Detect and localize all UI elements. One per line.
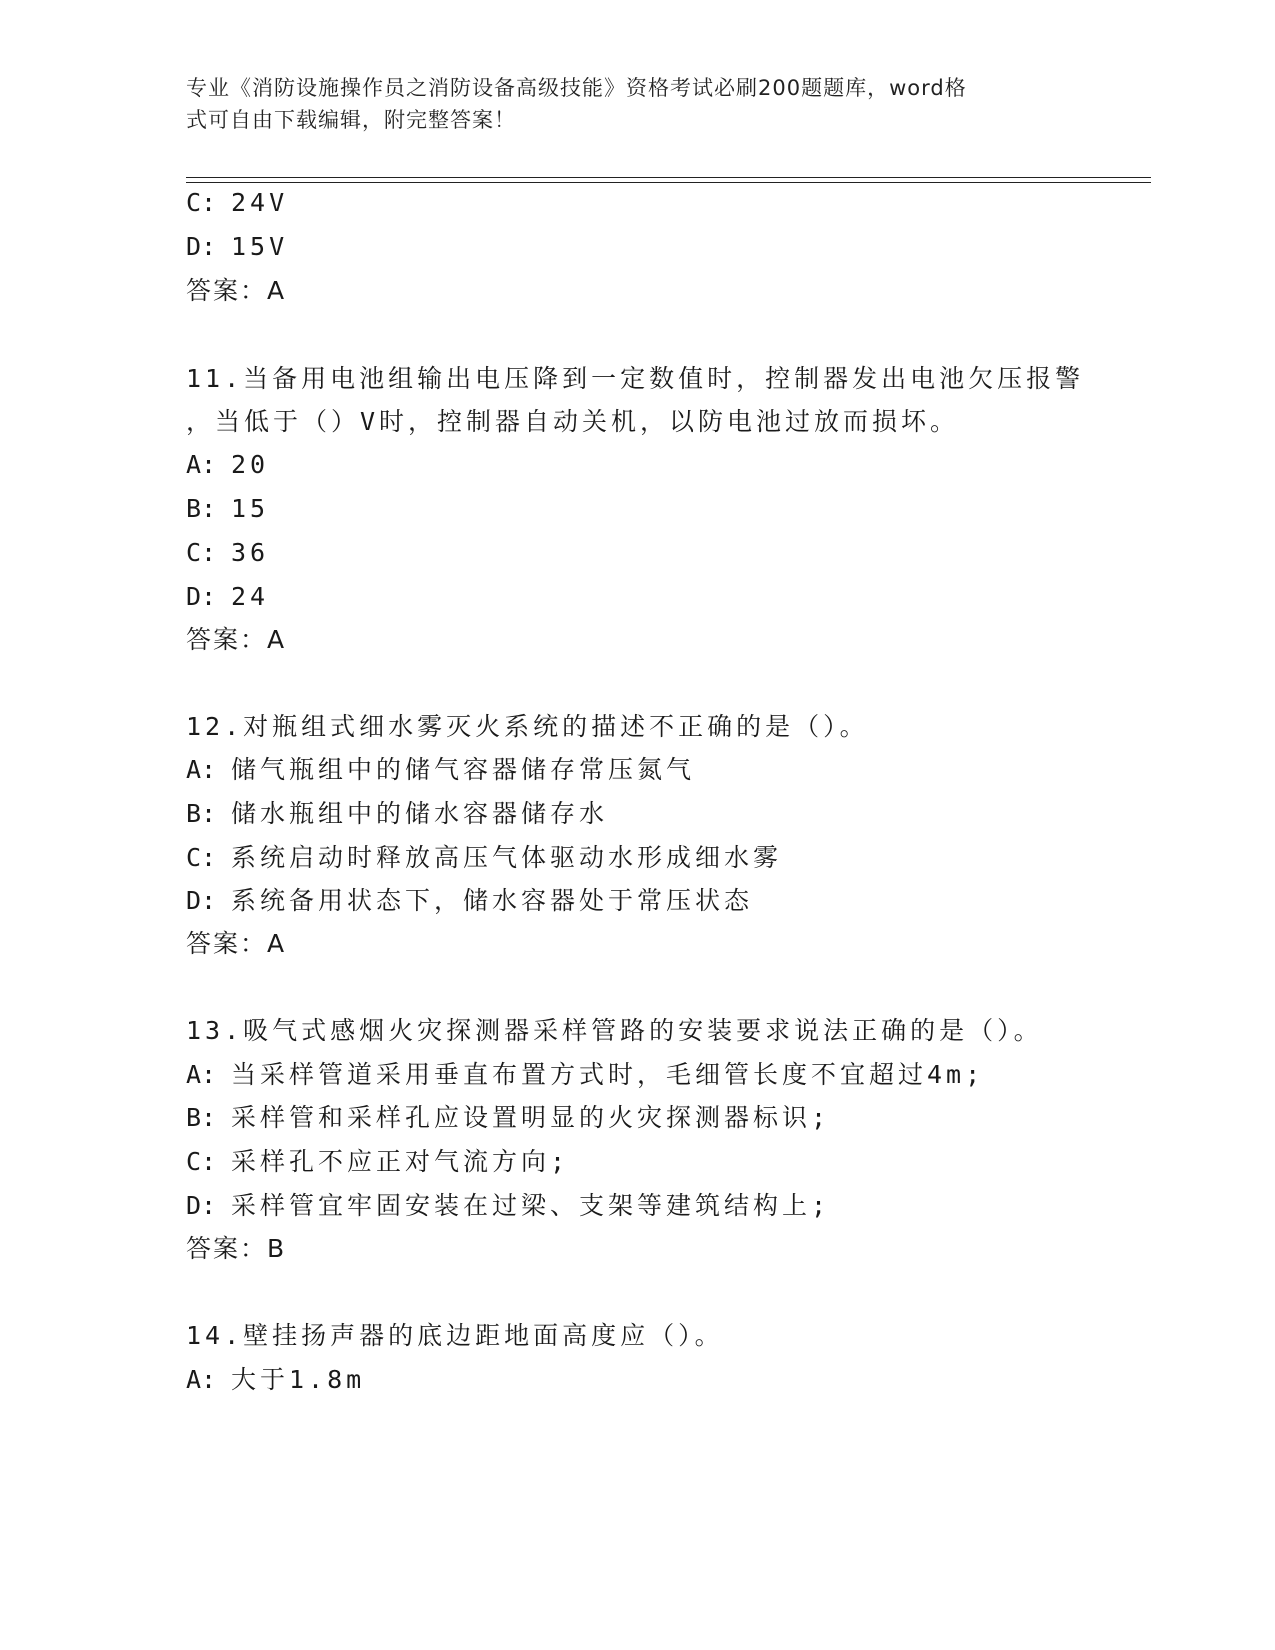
option-label: D:: [186, 886, 217, 915]
answer-line: 答案：B: [186, 1234, 287, 1263]
header-divider-bottom: [186, 182, 1151, 183]
option-line: [186, 1365, 365, 1395]
option-line: [186, 538, 269, 568]
option-line: [186, 188, 288, 218]
option-label: D:: [186, 232, 217, 261]
option-line: [186, 886, 753, 916]
option-line: [186, 450, 269, 480]
option-line: [186, 1103, 830, 1133]
header-line-1: 专业《消防设施操作员之消防设备高级技能》资格考试必刷200题题库，word格: [186, 76, 967, 100]
option-line: [186, 799, 608, 829]
option-text: 采样管宜牢固安装在过梁、支架等建筑结构上;: [231, 1191, 831, 1220]
option-label: C:: [186, 538, 217, 567]
option-label: C:: [186, 843, 217, 872]
option-label: A:: [186, 755, 217, 784]
header-divider-top: [186, 177, 1151, 178]
option-text: 采样孔不应正对气流方向;: [231, 1147, 570, 1176]
answer-line: 答案：A: [186, 929, 287, 958]
option-label: B:: [186, 799, 217, 828]
option-text: 36: [231, 538, 270, 567]
option-text: 15V: [231, 232, 289, 261]
option-line: [186, 843, 782, 873]
question-stem: 11.当备用电池组输出电压降到一定数值时，控制器发出电池欠压报警: [186, 364, 1085, 393]
option-line: [186, 232, 288, 262]
option-line: [186, 1147, 569, 1177]
option-text: 当采样管道采用垂直布置方式时，毛细管长度不宜超过4m;: [231, 1060, 985, 1089]
option-line: [186, 494, 269, 524]
option-line: [186, 755, 695, 785]
option-line: [186, 1191, 830, 1221]
option-label: A:: [186, 1365, 217, 1394]
option-text: 24: [231, 582, 270, 611]
option-text: 系统备用状态下，储水容器处于常压状态: [231, 886, 754, 915]
option-text: 系统启动时释放高压气体驱动水形成细水雾: [231, 843, 783, 872]
question-stem: 12.对瓶组式细水雾灭火系统的描述不正确的是（）。: [186, 712, 869, 741]
option-text: 24V: [231, 188, 289, 217]
question-stem: ，当低于（）V时，控制器自动关机，以防电池过放而损坏。: [186, 407, 960, 436]
document-header: [186, 72, 1066, 136]
option-label: B:: [186, 494, 217, 523]
question-stem: 13.吸气式感烟火灾探测器采样管路的安装要求说法正确的是（）。: [186, 1016, 1043, 1045]
option-text: 采样管和采样孔应设置明显的火灾探测器标识;: [231, 1103, 831, 1132]
option-line: [186, 582, 269, 612]
option-text: 15: [231, 494, 270, 523]
option-line: [186, 1060, 984, 1090]
option-label: D:: [186, 582, 217, 611]
option-text: 20: [231, 450, 270, 479]
option-label: A:: [186, 450, 217, 479]
option-text: 大于1.8m: [231, 1365, 366, 1394]
header-line-2: 式可自由下载编辑，附完整答案！: [186, 108, 516, 132]
option-label: B:: [186, 1103, 217, 1132]
option-label: C:: [186, 188, 217, 217]
question-stem: 14.壁挂扬声器的底边距地面高度应（）。: [186, 1321, 724, 1350]
option-label: D:: [186, 1191, 217, 1220]
answer-line: 答案：A: [186, 625, 287, 654]
option-label: A:: [186, 1060, 217, 1089]
option-text: 储水瓶组中的储水容器储存水: [231, 799, 609, 828]
option-label: C:: [186, 1147, 217, 1176]
answer-line: 答案：A: [186, 276, 287, 305]
option-text: 储气瓶组中的储气容器储存常压氮气: [231, 755, 696, 784]
